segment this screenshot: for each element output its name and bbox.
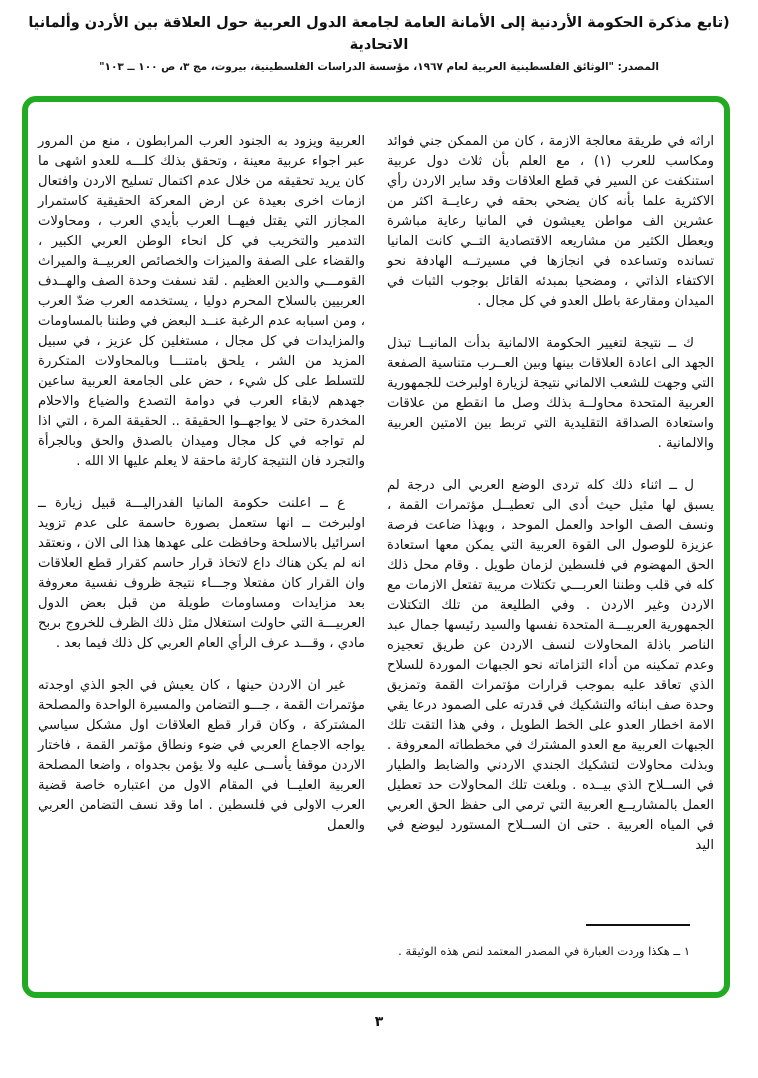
page-header <box>0 12 758 73</box>
paragraph-continuation: اراثه في طريقة معالجة الازمة ، كان من الممكن جني فوائد ومكاسب للعرب (١) ، مع العلم بأن ثلاث دول عربية استنكفت عن السير في قطع العلاقات وقد ساير الاردن رأي الاكثرية علما بأنه كان يضحي بحقه في رعايــة اكثر من عشرين الف مواطن يعيشون في المانيا رعاية مباشرة ويعطل الكثير من مشاريعه الاقتصادية التــي كانت المانيا تسانده وتساعده في انجازها في مسيرتــه الهادفة نحو الاكتفاء الذاتي ، ومضحيا بمبدئه القائل بوجوب الثبات في الميدان ومقارعة باطل العدو في كل مجال . <box>387 134 715 309</box>
paragraph-item-ayn: ع ــ اعلنت حكومة المانيا الفدراليـــة قبيل زيارة ــ اولبرخت ــ انها ستعمل بصورة حاسمة على عدم تزويد اسرائيل بالاسلحة وحافظت على عهدها هذا الى الان ، ونعتقد انه لم يكن هناك داع لاتخاذ قرار حاسم كقرار قطع العلاقات وان القرار كان مفتعلا وجـــاء نتيجة ظروف نفسية معروفة بعد مزايدات ومساومات طويلة من قبل بعض الدول العربيـــة التي حاولت استغلال مثل ذلك الظرف للخروج بربح مادي ، وقـــد عرف الرأي العام العربي كل ذلك فيما بعد . <box>38 496 365 651</box>
left-column <box>38 132 365 878</box>
document-title: (تابع مذكرة الحكومة الأردنية إلى الأمانة العامة لجامعة الدول العربية حول العلاقة بين الأردن وألمانيا الاتحادية <box>28 15 730 53</box>
source-citation: المصدر: "الوثائق الفلسطينية العربية لعام ١٩٦٧، مؤسسة الدراسات الفلسطينية، بيروت، مج ٣، ص ١٠٠ ــ ١٠٣" <box>99 61 659 73</box>
paragraph-item-k: ك ــ نتيجة لتغيير الحكومة الالمانية بدأت المانيــا تبذل الجهد الى اعادة العلاقات بينها وبين العــرب متناسية الصفعة التي وجهت للشعب الالماني نتيجة لزيارة اولبرخت للجمهورية العربية المتحدة محاولــة بذلك وصل ما انقطع من علاقات واستعادة الصداقة التقليدية التي تربط بين الامتين العربية والالمانية . <box>387 336 714 451</box>
paragraph-item-l: ل ــ اثناء ذلك كله تردى الوضع العربي الى درجة لم يسبق لها مثيل حيث أدى الى تعطيــل مؤتمرات القمة ، ونسف الصف الواحد والعمل الموحد ، وبهذا ضاعت فرصة عزيزة للوصول الى القوة العربية التي يمكن معها استعادة الحق المهضوم في فلسطين لزمان طويل . وقام محل ذلك كله في قلب وطننا العربـــي تكتلات مريبة تفتعل الازمات مع الاردن وغير الاردن . وفي الطليعة من تلك التكتلات الجمهورية العربيـــة المتحدة نفسها والسيد رئيسها جمال عبد الناصر باذلة المحاولات لنسف الاردن عن طريق تعجيزه وعدم تمكينه من أداء التزاماته نحو الجبهات الموردة للسلاح الذي تعاقد عليه بموجب قرارات مؤتمرات القمة وتمزيق وحدة صف ابنائه والتشكيك في قدرته على الصمود درعا يقي الامة اخطار العدو على الخط الطويل ، وفي هذا التقت تلك الجبهات العربية مع العدو المشترك في مخططاته المعروفة . وبذلت محاولات لتشكيك الجندي الاردني والضابط والطيار في الســلاح الذي بيــده . وبلغت تلك المحاولات حد تعطيل العمل بالمشاريــع العربية التي ترمي الى حفظ الحق العربي في المياه العربية . حتى ان الســلاح المستورد ليوضع في اليد <box>387 478 714 853</box>
right-column <box>387 132 714 878</box>
paragraph-continuation: العربية ويزود به الجنود العرب المرابطون ، منع من المرور عبر اجواء عربية معينة ، وتحقق بذلك كلـــه للعدو اشهى ما كان يريد تحقيقه من خلال عدم اكتمال تسليح الاردن وافتعال ازمات اخرى بعيدة عن ارض المعركة الحقيقية كاستمرار المجازر التي يقتل فيهــا العرب بأيدي العرب ، ومحاولات التدمير والتخريب في كل انحاء الوطن العربي الكبير ، والقضاء على الصفة والميزات والخصائص العربيــة والميراث القومـــي والدين العظيم . لقد نسفت وحدة الصف والهــدف العربيين بالسلاح المحرم دوليا ، يستخدمه العرب ضدّ العرب ، ومن اسبابه عدم الرغبة عنــد البعض في وطننا بالمساومات والمزايدات في كل مجال ، مستغلين كل عزيز ، في سبيل المزيد من الشر ، يلحق بامتنـــا وبالمحاولات المتكررة للتسلط على كل شيء ، حض على الجامعة العربية ساعين جهدهم لابقاء العرب في دوامة التصدع والضياع والاحلام المخدرة حتى لا يواجهــوا الحقيقة .. الحقيقة المرة ، التي اذا لم تواجه في كل مجال وميدان بالصدق والحق وبالجرأة والتجرد فان النتيجة كارثة ماحقة لا يعلم عليها الا الله . <box>38 134 365 469</box>
footnote-separator <box>586 924 690 926</box>
two-column-text-body <box>28 102 724 878</box>
document-frame <box>22 96 730 998</box>
paragraph-closing: غير ان الاردن حينها ، كان يعيش في الجو الذي اوجدته مؤتمرات القمة ، جـــو التضامن والمسيرة الواحدة والمصلحة المشتركة ، وكان قرار قطع العلاقات اول مشكل سياسي يواجه الاجماع العربي في ضوء ونطاق مؤتمر القمة ، فاختار الاردن موقفا يأســى عليه ولا يؤمن بجدواه ، واضعا المصلحة العربية العليــا في المقام الاول من اعتباره خاصة قضية العرب الاولى في فلسطين . اما وقد نسف التضامن العربي والعمل <box>38 678 365 833</box>
footnote: ١ ــ هكذا وردت العبارة في المصدر المعتمد لنص هذه الوثيقة . <box>398 944 690 958</box>
page-number: ٣ <box>374 1014 384 1030</box>
